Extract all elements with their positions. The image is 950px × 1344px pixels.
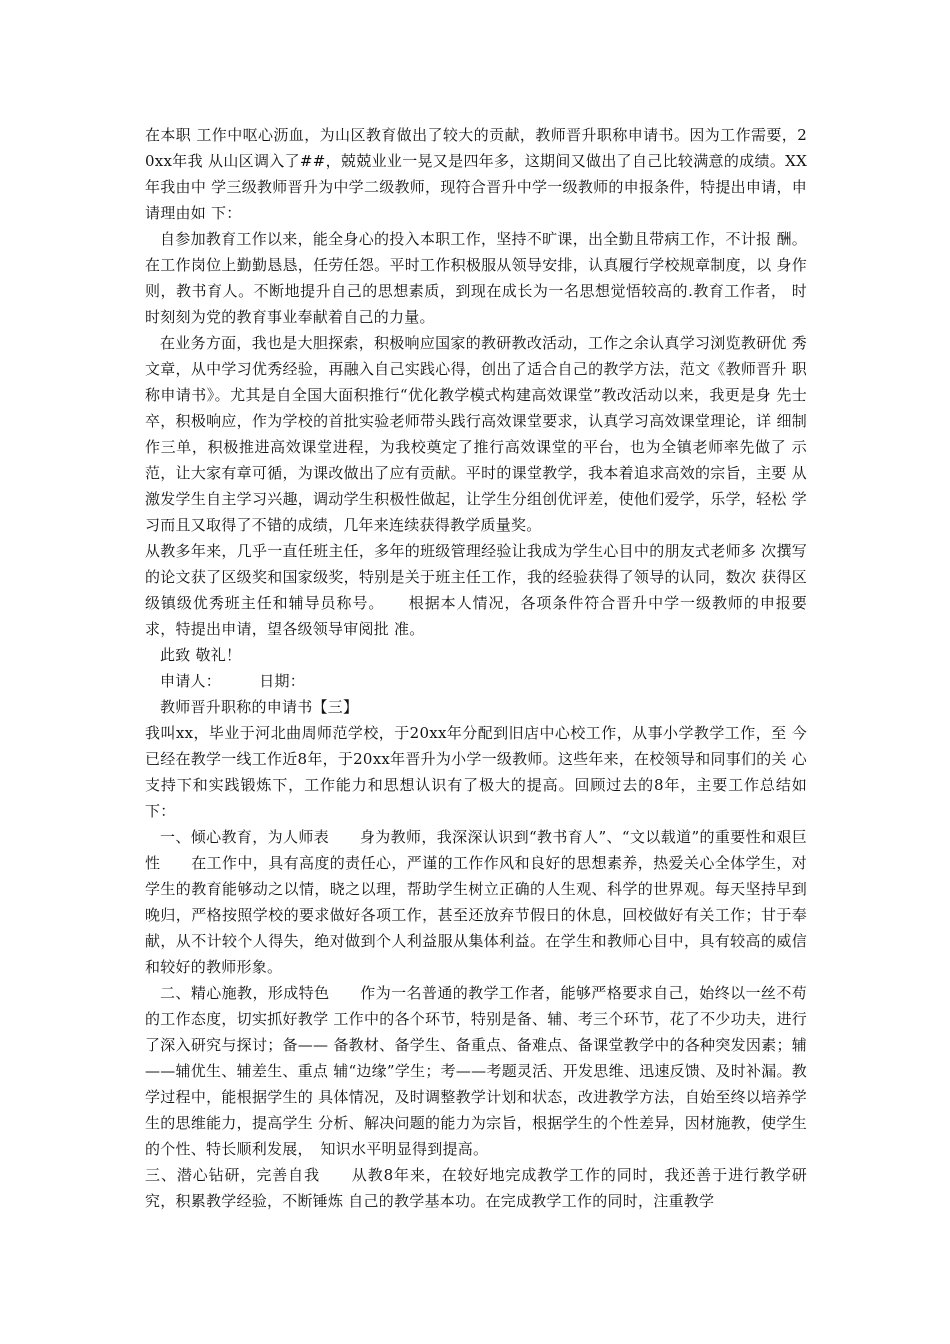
document-page	[145, 122, 807, 1214]
paragraph-8: 三、潜心钻研，完善自我 从教8年来，在较好地完成教学工作的同时，我还善于进行教学研究，积累教学经验，不断锤炼 自己的教学基本功。在完成教学工作的同时，注重教学	[145, 1166, 807, 1210]
signature-line: 申请人： 日期：	[160, 672, 306, 690]
closing-salutation: 此致 敬礼！	[160, 646, 242, 664]
section-heading: 教师晋升职称的申请书【三】	[160, 698, 359, 716]
paragraph-7: 二、精心施教，形成特色 作为一名普通的教学工作者，能够严格要求自己，始终以一丝不苟的工作态度，切实抓好教学 工作中的各个环节，特别是备、辅、考三个环节，花了不少功夫，进行了深入研究与探讨；备—— 备教材、备学生、备重点、备难点、备课堂教学中的各种突发因素；辅——辅优生、辅差生、重点 辅“边缘”学生；考——考题灵活、开发思维、迅速反馈、及时补漏。教学过程中，能根据学生的 具体情况，及时调整教学计划和状态，改进教学方法，自始至终以培养学生的思维能力，提高学生 分析、解决问题的能力为宗旨，根据学生的个性差异，因材施教，使学生的个性、特长顺利发展， 知识水平明显得到提高。	[145, 984, 807, 1158]
paragraph-1: 在本职 工作中呕心沥血，为山区教育做出了较大的贡献，教师晋升职称申请书。因为工作需要，20xx年我 从山区调入了##，兢兢业业一晃又是四年多，这期间又做出了自己比较满意的成绩。XX年我由中 学三级教师晋升为中学二级教师，现符合晋升中学一级教师的申报条件，特提出申请，申请理由如 下：	[145, 126, 807, 222]
paragraph-2: 自参加教育工作以来，能全身心的投入本职工作，坚持不旷课，出全勤且带病工作，不计报 酬。在工作岗位上勤勤恳恳，任劳任怨。平时工作积极服从领导安排，认真履行学校规章制度，以 身作则，教书育人。不断地提升自己的思想素质，到现在成长为一名思想觉悟较高的.教育工作者， 时时刻刻为党的教育事业奉献着自己的力量。	[145, 230, 807, 326]
paragraph-6: 一、倾心教育，为人师表 身为教师，我深深认识到“教书育人”、“文以载道”的重要性和艰巨性 在工作中，具有高度的责任心，严谨的工作作风和良好的思想素养，热爱关心全体学生，对 学生的教育能够动之以情，晓之以理，帮助学生树立正确的人生观、科学的世界观。每天坚持早到 晚归，严格按照学校的要求做好各项工作，甚至还放弃节假日的休息，回校做好有关工作；甘于奉 献，从不计较个人得失，绝对做到个人利益服从集体利益。在学生和教师心目中，具有较高的威信 和较好的教师形象。	[145, 828, 807, 976]
paragraph-4: 从教多年来，几乎一直任班主任，多年的班级管理经验让我成为学生心目中的朋友式老师多 次撰写的论文获了区级奖和国家级奖，特别是关于班主任工作，我的经验获得了领导的认同，数次 获得区级镇级优秀班主任和辅导员称号。 根据本人情况，各项条件符合晋升中学一级教师的申报要求，特提出申请，望各级领导审阅批 准。	[145, 542, 807, 638]
paragraph-5: 我叫xx，毕业于河北曲周师范学校，于20xx年分配到旧店中心校工作，从事小学教学工作，至 今已经在教学一线工作近8年，于20xx年晋升为小学一级教师。这些年来，在校领导和同事们的关 心支持下和实践锻炼下，工作能力和思想认识有了极大的提高。回顾过去的8年，主要工作总结如 下：	[145, 724, 807, 820]
paragraph-3: 在业务方面，我也是大胆探索，积极响应国家的教研教改活动，工作之余认真学习浏览教研优 秀文章，从中学习优秀经验，再融入自己实践心得，创出了适合自己的教学方法，范文《教师晋升 职称申请书》。尤其是自全国大面积推行“优化教学模式构建高效课堂”教改活动以来，我更是身 先士卒，积极响应，作为学校的首批实验老师带头践行高效课堂要求，认真学习高效课堂理论，详 细制作三单，积极推进高效课堂进程，为我校奠定了推行高效课堂的平台，也为全镇老师率先做了 示范，让大家有章可循，为课改做出了应有贡献。平时的课堂教学，我本着追求高效的宗旨，主要 从激发学生自主学习兴趣，调动学生积极性做起，让学生分组创优评差，使他们爱学，乐学，轻松 学习而且又取得了不错的成绩，几年来连续获得教学质量奖。	[145, 334, 807, 534]
